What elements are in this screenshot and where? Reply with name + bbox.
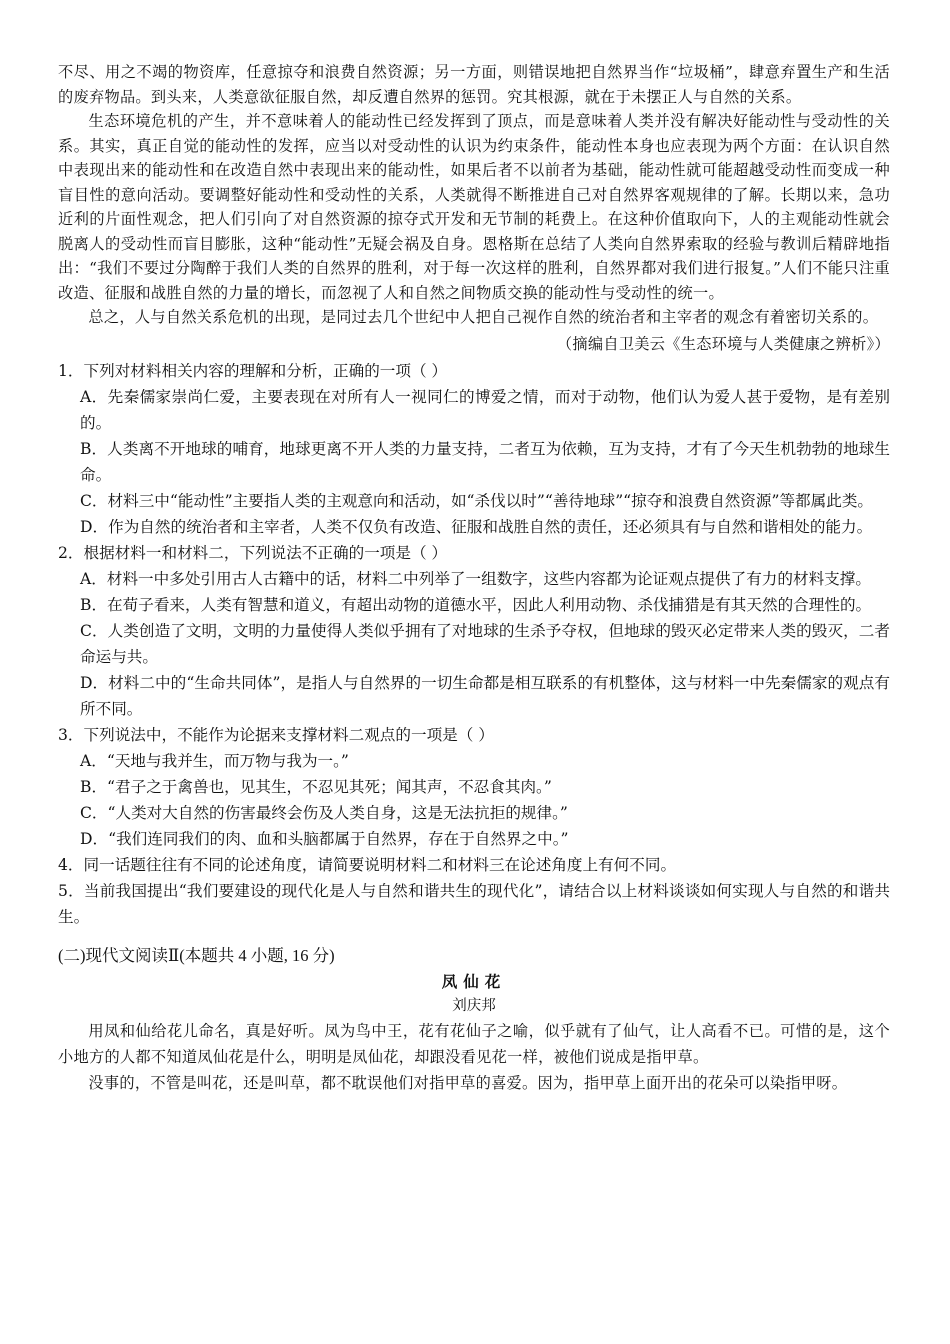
question-4 bbox=[58, 852, 890, 878]
question-2-option-b: B．在荀子看来，人类有智慧和道义，有超出动物的道德水平，因此人利用动物、杀伐捕猎是有其天然的合理性的。 bbox=[80, 596, 872, 614]
question-3-option-a: A．“天地与我并生，而万物与我为一。” bbox=[80, 752, 349, 770]
question-2-stem: 2．根据材料一和材料二，下列说法不正确的一项是（ ） bbox=[58, 544, 448, 562]
material-source: （摘编自卫美云《生态环境与人类健康之辨析》） bbox=[556, 334, 890, 353]
question-2 bbox=[58, 540, 890, 722]
question-1-stem: 1．下列对材料相关内容的理解和分析，正确的一项（ ） bbox=[58, 362, 448, 380]
material-paragraph-1: 不尽、用之不竭的物资库，任意掠夺和浪费自然资源；另一方面，则错误地把自然界当作“垃圾桶”，肆意弃置生产和生活的废弃物品。到头来，人类意欲征服自然，却反遭自然界的惩罚。究其根源，就在于未摆正人与自然的关系。 bbox=[58, 63, 890, 106]
material-text bbox=[58, 60, 890, 356]
question-3-option-c: C．“人类对大自然的伤害最终会伤及人类自身，这是无法抗拒的规律。” bbox=[80, 804, 568, 822]
question-1-option-a: A．先秦儒家崇尚仁爱，主要表现在对所有人一视同仁的博爱之情，而对于动物，他们认为爱人甚于爱物，是有差别的。 bbox=[80, 388, 890, 432]
question-1-option-c: C．材料三中“能动性”主要指人类的主观意向和活动，如“杀伐以时”“善待地球”“掠夺和浪费自然资源”等都属此类。 bbox=[80, 492, 874, 510]
section-2-title: (二)现代文阅读Ⅱ(本题共 4 小题, 16 分) bbox=[58, 946, 335, 965]
exam-page bbox=[58, 60, 890, 1096]
story-text bbox=[58, 1018, 890, 1096]
question-5 bbox=[58, 878, 890, 930]
question-2-option-a: A．材料一中多处引用古人古籍中的话，材料二中列举了一组数字，这些内容都为论证观点提供了有力的材料支撑。 bbox=[80, 570, 871, 588]
question-3-option-b: B．“君子之于禽兽也，见其生，不忍见其死；闻其声，不忍食其肉。” bbox=[80, 778, 552, 796]
article-title: 凤仙花 bbox=[441, 972, 507, 991]
story-paragraph-2: 没事的，不管是叫花，还是叫草，都不耽误他们对指甲草的喜爱。因为，指甲草上面开出的花朵可以染指甲呀。 bbox=[88, 1074, 848, 1092]
question-2-option-d: D．材料二中的“生命共同体”，是指人与自然界的一切生命都是相互联系的有机整体，这与材料一中先秦儒家的观点有所不同。 bbox=[80, 674, 890, 718]
material-paragraph-3: 总之，人与自然关系危机的出现，是同过去几个世纪中人把自己视作自然的统治者和主宰者的观念有着密切关系的。 bbox=[88, 308, 879, 326]
question-list bbox=[58, 358, 890, 930]
question-4-stem: 4．同一话题往往有不同的论述角度，请简要说明材料二和材料三在论述角度上有何不同。 bbox=[58, 856, 677, 874]
question-3-stem: 3．下列说法中，不能作为论据来支撑材料二观点的一项是（ ） bbox=[58, 726, 494, 744]
question-5-stem: 5．当前我国提出“我们要建设的现代化是人与自然和谐共生的现代化”，请结合以上材料谈谈如何实现人与自然的和谐共生。 bbox=[58, 882, 890, 926]
article-author: 刘庆邦 bbox=[452, 998, 496, 1014]
material-paragraph-2: 生态环境危机的产生，并不意味着人的能动性已经发挥到了顶点，而是意味着人类并没有解决好能动性与受动性的关系。其实，真正自觉的能动性的发挥，应当以对受动性的认识为约束条件，能动性本身也应表现为两个方面：在认识自然中表现出来的能动性和在改造自然中表现出来的能动性，如果后者不以前者为基础，能动性就可能超越受动性而变成一种盲目性的意向活动。要调整好能动性和受动性的关系，人类就得不断推进自己对自然界客观规律的了解。长期以来，急功近利的片面性观念，把人们引向了对自然资源的掠夺式开发和无节制的耗费上。在这种价值取向下，人的主观能动性就会脱离人的受动性而盲目膨胀，这种“能动性”无疑会祸及自身。恩格斯在总结了人类向自然界索取的经验与教训后精辟地指出：“我们不要过分陶醉于我们人类的自然界的胜利，对于每一次这样的胜利，自然界都对我们进行报复。”人们不能只注重改造、征服和战胜自然的力量的增长，而忽视了人和自然之间物质交换的能动性与受动性的统一。 bbox=[58, 112, 890, 302]
story-paragraph-1: 用凤和仙给花儿命名，真是好听。凤为鸟中王，花有花仙子之喻，似乎就有了仙气，让人高看不已。可惜的是，这个小地方的人都不知道凤仙花是什么，明明是凤仙花，却跟没看见花一样，被他们说成是指甲草。 bbox=[58, 1022, 890, 1066]
question-3 bbox=[58, 722, 890, 852]
question-1-option-d: D．作为自然的统治者和主宰者，人类不仅负有改造、征服和战胜自然的责任，还必须具有与自然和谐相处的能力。 bbox=[80, 518, 873, 536]
question-1-option-b: B．人类离不开地球的哺育，地球更离不开人类的力量支持，二者互为依赖，互为支持，才有了今天生机勃勃的地球生命。 bbox=[80, 440, 890, 484]
question-3-option-d: D．“我们连同我们的肉、血和头脑都属于自然界，存在于自然界之中。” bbox=[80, 830, 569, 848]
question-1 bbox=[58, 358, 890, 540]
question-2-option-c: C．人类创造了文明，文明的力量使得人类似乎拥有了对地球的生杀予夺权，但地球的毁灭必定带来人类的毁灭，二者命运与共。 bbox=[80, 622, 890, 666]
